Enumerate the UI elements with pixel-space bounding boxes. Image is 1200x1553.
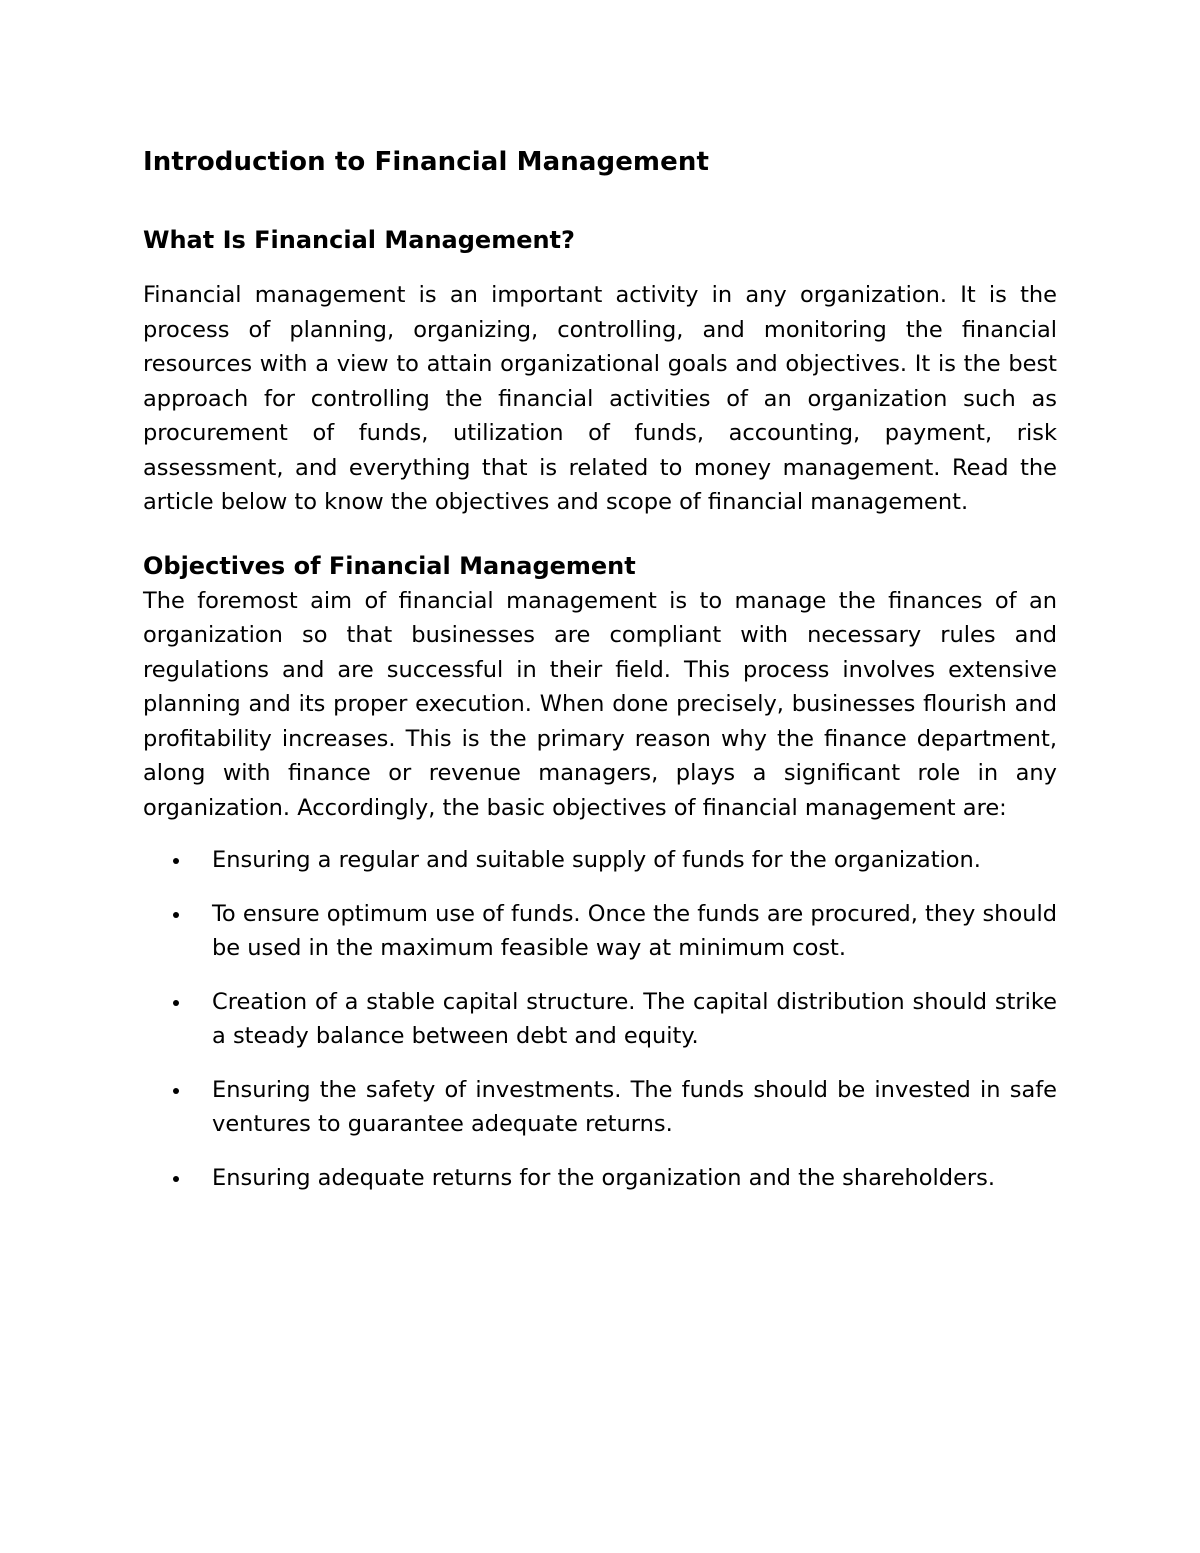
list-item-text: Ensuring the safety of investments. The funds should be invested in safe ventures to guarantee adequate returns. bbox=[212, 1076, 1057, 1137]
list-item bbox=[143, 1161, 1057, 1196]
objectives-list bbox=[143, 843, 1057, 1195]
section-paragraph-what-is: Financial management is an important activity in any organization. It is the process of planning, organizing, controlling, and monitoring the financial resources with a view to attain organizational goals and objectives. It is the best approach for controlling the financial activities of an organization such as procurement of funds, utilization of funds, accounting, payment, risk assessment, and everything that is related to money management. Read the article below to know the objectives and scope of financial management. bbox=[143, 282, 1057, 515]
bullet-icon bbox=[173, 1088, 179, 1094]
list-item bbox=[143, 1073, 1057, 1142]
document-page bbox=[143, 140, 1057, 1214]
list-item bbox=[143, 985, 1057, 1054]
list-item bbox=[143, 897, 1057, 966]
bullet-icon bbox=[173, 912, 179, 918]
document-title: Introduction to Financial Management bbox=[143, 147, 709, 177]
list-item-text: To ensure optimum use of funds. Once the funds are procured, they should be used in the maximum feasible way at minimum cost. bbox=[212, 900, 1057, 961]
section-heading-objectives: Objectives of Financial Management bbox=[143, 551, 636, 580]
bullet-icon bbox=[173, 858, 179, 864]
section-heading-what-is: What Is Financial Management? bbox=[143, 226, 575, 254]
bullet-icon bbox=[173, 1000, 179, 1006]
list-item-text: Creation of a stable capital structure. The capital distribution should strike a steady balance between debt and equity. bbox=[212, 988, 1057, 1049]
section-paragraph-objectives: The foremost aim of financial management is to manage the finances of an organization so that businesses are compliant with necessary rules and regulations and are successful in their field. This process involves extensive planning and its proper execution. When done precisely, businesses flourish and profitability increases. This is the primary reason why the finance department, along with finance or revenue managers, plays a significant role in any organization. Accordingly, the basic objectives of financial management are: bbox=[143, 587, 1057, 821]
list-item-text: Ensuring a regular and suitable supply of funds for the organization. bbox=[212, 847, 981, 873]
list-item bbox=[143, 843, 1057, 878]
bullet-icon bbox=[173, 1176, 179, 1182]
list-item-text: Ensuring adequate returns for the organization and the shareholders. bbox=[212, 1164, 996, 1191]
